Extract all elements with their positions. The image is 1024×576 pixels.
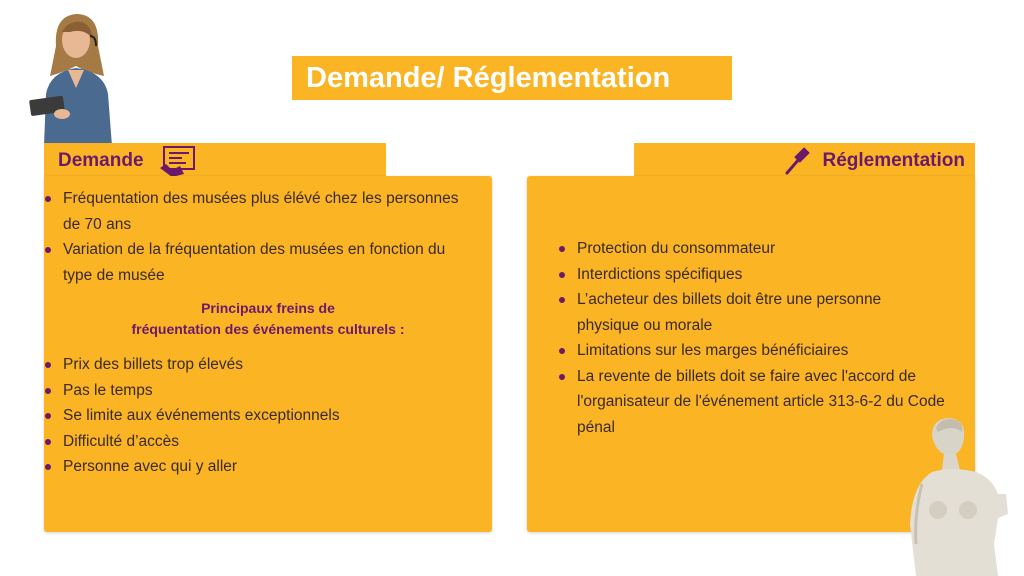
list-item: Variation de la fréquentation des musées en fonction du type de musée	[31, 237, 461, 288]
list-item: La revente de billets doit se faire avec l'accord de l'organisateur de l'événement article 313-6-2 du Code pénal	[545, 364, 975, 441]
venus-statue-image	[902, 414, 1014, 576]
freins-subheading-line2: fréquentation des événements culturels :	[131, 321, 405, 337]
list-item: Limitations sur les marges bénéficiaires	[545, 338, 975, 364]
reglementation-tab-label: Réglementation	[822, 150, 965, 171]
list-item: Protection du consommateur	[545, 236, 975, 262]
demande-tab-label: Demande	[58, 150, 144, 171]
gavel-icon	[784, 146, 816, 176]
list-item: Prix des billets trop élevés	[31, 352, 461, 378]
list-item: Personne avec qui y aller	[31, 454, 461, 480]
freins-subheading-line1: Principaux freins de	[201, 300, 335, 316]
reglementation-bullet-list	[545, 236, 975, 440]
list-item: L’acheteur des billets doit être une personne physique ou morale	[545, 287, 975, 338]
presenter-photo	[26, 6, 126, 146]
demande-bullet-list-bottom	[31, 352, 461, 480]
reglementation-tab	[634, 143, 975, 179]
list-item: Pas le temps	[31, 378, 461, 404]
presentation-pointer-icon	[158, 144, 198, 178]
list-item: Se limite aux événements exceptionnels	[31, 403, 461, 429]
slide-title: Demande/ Réglementation	[292, 56, 732, 100]
list-item: Difficulté d’accès	[31, 429, 461, 455]
freins-subheading	[44, 298, 492, 340]
list-item: Interdictions spécifiques	[545, 262, 975, 288]
list-item: Fréquentation des musées plus élévé chez les personnes de 70 ans	[31, 186, 461, 237]
demande-bullet-list-top	[31, 186, 461, 288]
demande-tab	[44, 143, 386, 179]
